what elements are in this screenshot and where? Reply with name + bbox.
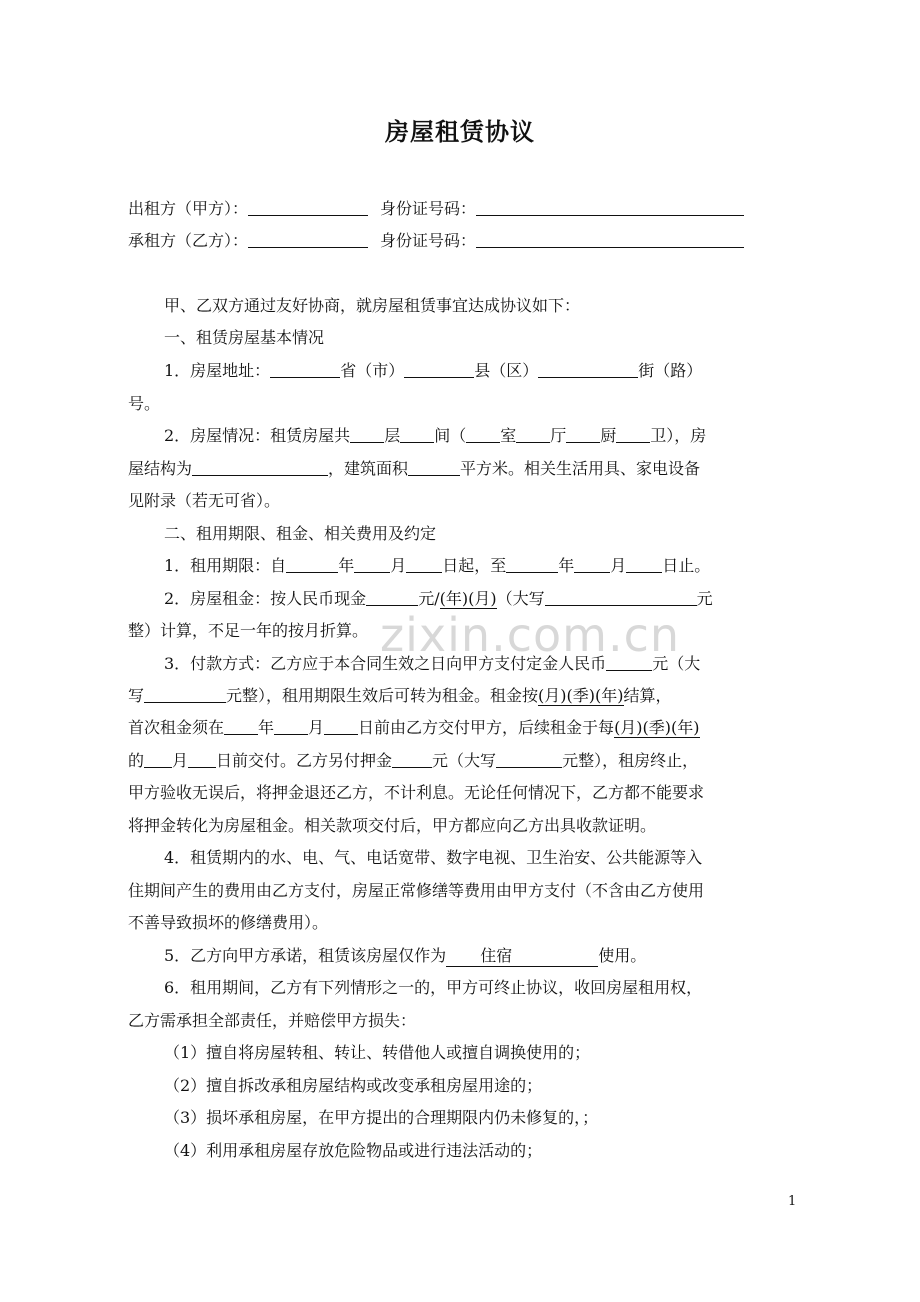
rent-period-options: (年)(月) bbox=[439, 589, 497, 608]
text: 使用。 bbox=[598, 946, 647, 965]
lessor-label: 出租方（甲方）： bbox=[128, 199, 249, 218]
text: 月 bbox=[308, 718, 325, 737]
term-line bbox=[164, 556, 710, 576]
text: 元整），租房终止， bbox=[562, 751, 699, 770]
text: 屋结构为 bbox=[128, 459, 193, 478]
termination-sub-2: （2）擅自拆改承租房屋结构或改变承租房屋用途的； bbox=[164, 1076, 543, 1095]
watermark: zixin.com.cn bbox=[380, 608, 681, 662]
termination-sub-4: （4）利用承租房屋存放危险物品或进行违法活动的； bbox=[164, 1141, 543, 1160]
hall-blank bbox=[516, 426, 550, 443]
county-blank bbox=[404, 361, 474, 378]
text: ，建筑面积 bbox=[328, 459, 409, 478]
address-line bbox=[164, 361, 702, 381]
text: 2．房屋情况：租赁房屋共 bbox=[164, 426, 351, 445]
subsequent-month-blank bbox=[144, 751, 172, 768]
lessee-id-blank bbox=[476, 231, 744, 248]
section-1-heading: 一、租赁房屋基本情况 bbox=[164, 328, 325, 347]
text: 月 bbox=[172, 751, 189, 770]
house-info-line-3: 见附录（若无可省）。 bbox=[128, 491, 281, 510]
document-title: 房屋租赁协议 bbox=[385, 118, 535, 146]
deposit-uppercase-blank bbox=[144, 686, 226, 703]
payment-line-4 bbox=[128, 751, 698, 771]
kitchen-blank bbox=[566, 426, 600, 443]
bedroom-blank bbox=[466, 426, 500, 443]
text: 月 bbox=[390, 556, 407, 575]
text: 厨 bbox=[600, 426, 617, 445]
first-rent-day-blank bbox=[324, 718, 358, 735]
lessor-name-blank bbox=[248, 199, 368, 216]
page-number: 1 bbox=[788, 1194, 797, 1209]
payment-line-5: 甲方验收无误后，将押金退还乙方，不计利息。无论任何情况下，乙方都不能要求 bbox=[128, 783, 705, 802]
text: 5．乙方向甲方承诺，租赁该房屋仅作为 bbox=[164, 946, 447, 965]
start-month-blank bbox=[354, 556, 390, 573]
house-info-line-2 bbox=[128, 459, 700, 479]
text: 元整），租用期限生效后可转为租金。租金按 bbox=[226, 686, 539, 705]
use-line bbox=[164, 946, 646, 967]
end-year-blank bbox=[506, 556, 558, 573]
security-uppercase-blank bbox=[496, 751, 562, 768]
fees-line-3: 不善导致损坏的修缮费用）。 bbox=[128, 913, 329, 932]
text: 卫），房 bbox=[650, 426, 707, 445]
end-day-blank bbox=[626, 556, 662, 573]
text: 月 bbox=[610, 556, 627, 575]
start-year-blank bbox=[286, 556, 338, 573]
text: 元 bbox=[696, 589, 713, 608]
street-blank bbox=[538, 361, 638, 378]
termination-sub-1: （1）擅自将房屋转租、转让、转借他人或擅自调换使用的； bbox=[164, 1043, 591, 1062]
start-day-blank bbox=[406, 556, 442, 573]
settlement-period-options: (月)(季)(年) bbox=[538, 686, 624, 705]
rent-uppercase-blank bbox=[545, 589, 697, 606]
use-blank bbox=[446, 946, 598, 967]
floor-blank bbox=[350, 426, 384, 443]
text: 写 bbox=[128, 686, 145, 705]
termination-line-1: 6．租用期间，乙方有下列情形之一的，甲方可终止协议，收回房屋租用权， bbox=[164, 978, 703, 997]
payment-line-3 bbox=[128, 718, 700, 738]
subsequent-period-options: (月)(季)(年) bbox=[614, 718, 700, 737]
area-blank bbox=[408, 459, 460, 476]
text: 间（ bbox=[434, 426, 467, 445]
first-rent-year-blank bbox=[224, 718, 258, 735]
text: 元（大写 bbox=[432, 751, 497, 770]
bath-blank bbox=[616, 426, 650, 443]
province-blank bbox=[270, 361, 340, 378]
security-deposit-blank bbox=[392, 751, 432, 768]
rooms-blank bbox=[400, 426, 434, 443]
lessor-id-blank bbox=[476, 199, 744, 216]
section-2-heading: 二、租用期限、租金、相关费用及约定 bbox=[164, 524, 437, 543]
house-info-line-1 bbox=[164, 426, 706, 446]
text: 室 bbox=[500, 426, 517, 445]
lessor-id-label: 身份证号码： bbox=[380, 199, 477, 218]
first-rent-month-blank bbox=[274, 718, 308, 735]
text: （大写 bbox=[496, 589, 545, 608]
lessee-name-blank bbox=[248, 231, 368, 248]
lessee-label: 承租方（乙方）： bbox=[128, 231, 249, 250]
end-month-blank bbox=[574, 556, 610, 573]
rent-line-2: 整）计算，不足一年的按月折算。 bbox=[128, 621, 369, 640]
text: 结算， bbox=[623, 686, 672, 705]
text: 2．房屋租金：按人民币现金 bbox=[164, 589, 367, 608]
address-tail: 号。 bbox=[128, 394, 161, 413]
text: 日起，至 bbox=[442, 556, 507, 575]
intro-paragraph: 甲、乙双方通过友好协商，就房屋租赁事宜达成协议如下： bbox=[164, 296, 581, 315]
rent-line bbox=[164, 589, 713, 609]
province-label: 省（市） bbox=[340, 361, 405, 380]
termination-line-2: 乙方需承担全部责任，并赔偿甲方损失： bbox=[128, 1011, 417, 1030]
text: 元/ bbox=[418, 589, 440, 608]
payment-line-2 bbox=[128, 686, 672, 706]
text: 层 bbox=[384, 426, 401, 445]
text: 的 bbox=[128, 751, 145, 770]
address-label: 1．房屋地址： bbox=[164, 361, 271, 380]
structure-blank bbox=[192, 459, 328, 476]
payment-line-6: 将押金转化为房屋租金。相关款项交付后，甲方都应向乙方出具收款证明。 bbox=[128, 816, 657, 835]
text: 首次租金须在 bbox=[128, 718, 225, 737]
fees-line-2: 住期间产生的费用由乙方支付，房屋正常修缮等费用由甲方支付（不含由乙方使用 bbox=[128, 881, 705, 900]
use-value: 住宿 bbox=[480, 946, 513, 965]
subsequent-day-blank bbox=[188, 751, 216, 768]
text: 日止。 bbox=[662, 556, 711, 575]
text: 日前由乙方交付甲方，后续租金于每 bbox=[358, 718, 615, 737]
text: 日前交付。乙方另付押金 bbox=[216, 751, 393, 770]
text: 年 bbox=[558, 556, 575, 575]
text: 3．付款方式：乙方应于本合同生效之日向甲方支付定金人民币 bbox=[164, 654, 607, 673]
fees-line-1: 4．租赁期内的水、电、气、电话宽带、数字电视、卫生治安、公共能源等入 bbox=[164, 848, 703, 867]
text: 厅 bbox=[550, 426, 567, 445]
rent-amount-blank bbox=[366, 589, 418, 606]
text: 平方米。相关生活用具、家电设备 bbox=[460, 459, 701, 478]
text: 年 bbox=[258, 718, 275, 737]
termination-sub-3: （3）损坏承租房屋，在甲方提出的合理期限内仍未修复的，； bbox=[164, 1108, 599, 1127]
text: 年 bbox=[338, 556, 355, 575]
text: 1．租用期限：自 bbox=[164, 556, 287, 575]
lessee-id-label: 身份证号码： bbox=[380, 231, 477, 250]
text: 元（大 bbox=[652, 654, 701, 673]
lessee-line bbox=[128, 231, 744, 251]
street-label: 街（路） bbox=[638, 361, 703, 380]
lessor-line bbox=[128, 199, 744, 219]
county-label: 县（区） bbox=[474, 361, 539, 380]
